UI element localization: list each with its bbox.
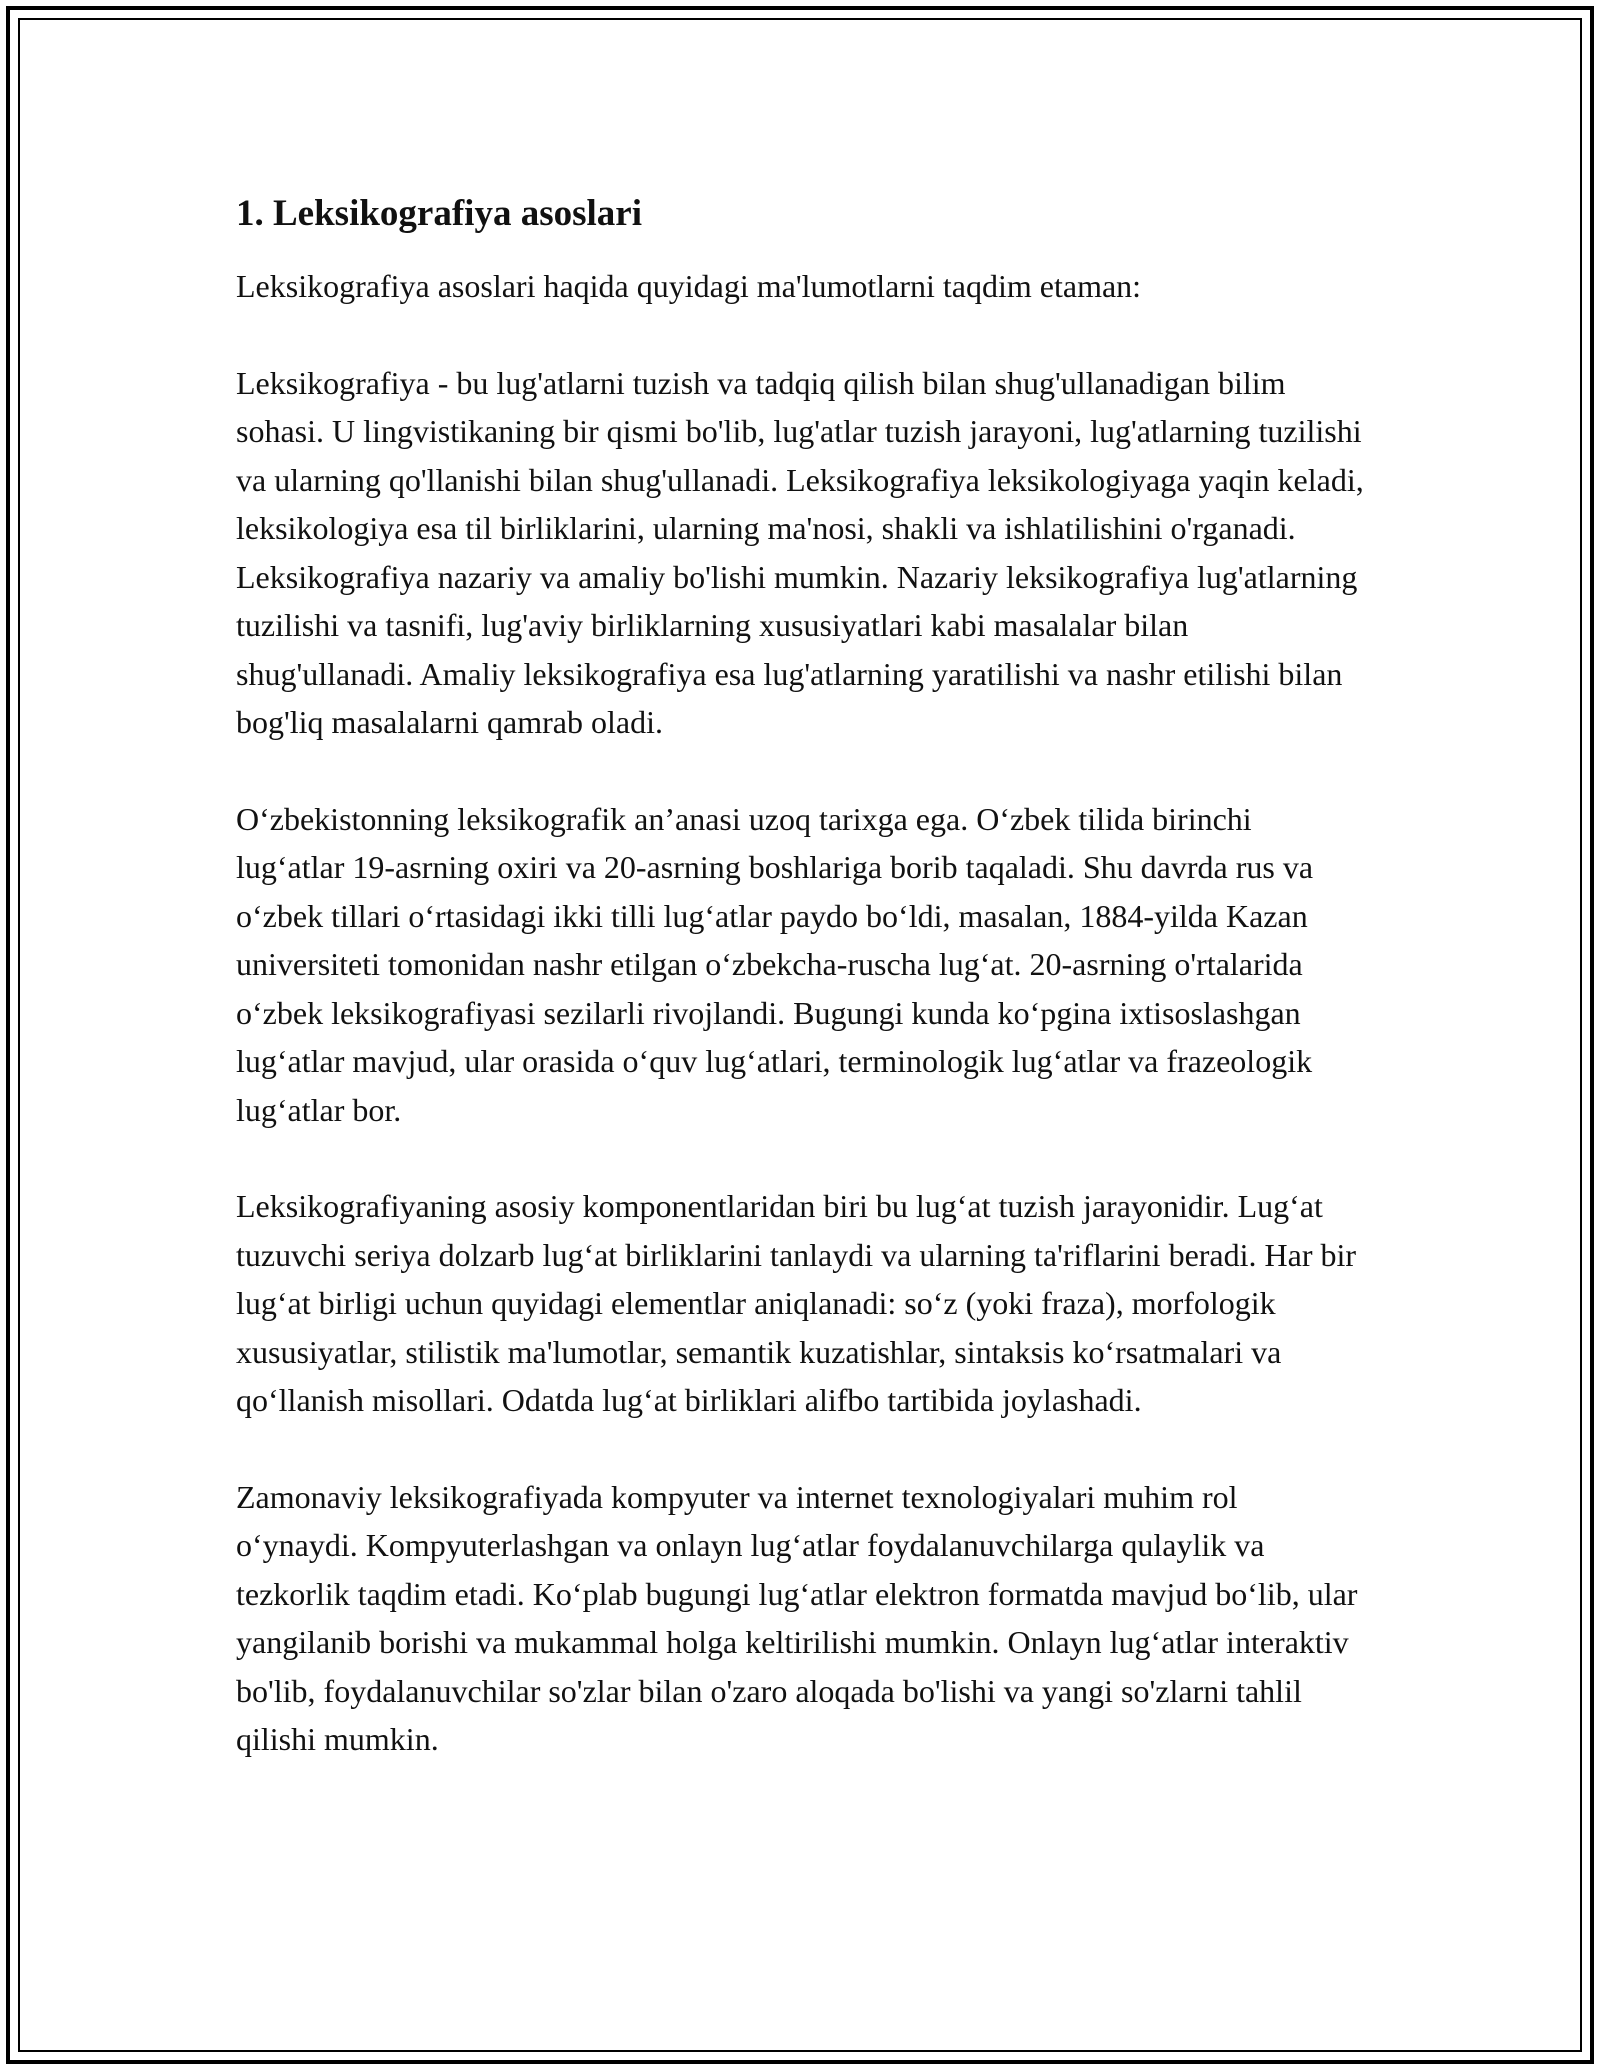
document-title: 1. Leksikografiya asoslari bbox=[236, 193, 642, 234]
document-body bbox=[236, 190, 1366, 1812]
paragraph-modern-lexicography: Zamonaviy leksikografiyada kompyuter va internet texnologiyalari muhim rol o‘ynaydi. Kompyuterlashgan va onlayn lug‘atlar foydalanuvchilarga qulaylik va tezkorlik taqdim etadi. Ko‘plab bugungi lug‘atlar elektron formatda mavjud bo‘lib, ular yangilanib borishi va mukammal holga keltirilishi mumkin. Onlayn lug‘atlar interaktiv bo'lib, foydalanuvchilar so'zlar bilan o'zaro aloqada bo'lishi va yangi so'zlarni tahlil qilishi mumkin. bbox=[236, 1478, 1358, 1757]
paragraph-dictionary-compilation: Leksikografiyaning asosiy komponentlaridan biri bu lug‘at tuzish jarayonidir. Lug‘at tuzuvchi seriya dolzarb lug‘at birliklarini tanlaydi va ularning ta'riflarini beradi. Har bir lug‘at birligi uchun quyidagi elementlar aniqlanadi: so‘z (yoki fraza), morfologik xususiyatlar, stilistik ma'lumotlar, semantik kuzatishlar, sintaksis ko‘rsatmalari va qo‘llanish misollari. Odatda lug‘at birliklari alifbo tartibida joylashadi. bbox=[236, 1188, 1357, 1418]
intro-paragraph: Leksikografiya asoslari haqida quyidagi ma'lumotlarni taqdim etaman: bbox=[236, 268, 1142, 304]
paragraph-definition: Leksikografiya - bu lug'atlarni tuzish va tadqiq qilish bilan shug'ullanadigan bilim sohasi. U lingvistikaning bir qismi bo'lib, lug'atlar tuzish jarayoni, lug'atlarning tuzilishi va ularning qo'llanishi bilan shug'ullanadi. Leksikografiya leksikologiyaga yaqin keladi, leksikologiya esa til birliklarini, ularning ma'nosi, shakli va ishlatilishini o'rganadi. Leksikografiya nazariy va amaliy bo'lishi mumkin. Nazariy leksikografiya lug'atlarning tuzilishi va tasnifi, lug'aviy birliklarning xususiyatlari kabi masalalar bilan shug'ullanadi. Amaliy leksikografiya esa lug'atlarning yaratilishi va nashr etilishi bilan bog'liq masalalarni qamrab oladi. bbox=[236, 364, 1364, 740]
paragraph-history: O‘zbekistonning leksikografik an’anasi uzoq tarixga ega. O‘zbek tilida birinchi lug‘atlar 19-asrning oxiri va 20-asrning boshlariga borib taqaladi. Shu davrda rus va o‘zbek tillari o‘rtasidagi ikki tilli lug‘atlar paydo bo‘ldi, masalan, 1884-yilda Kazan universiteti tomonidan nashr etilgan o‘zbekcha-ruscha lug‘at. 20-asrning o'rtalarida o‘zbek leksikografiyasi sezilarli rivojlandi. Bugungi kunda ko‘pgina ixtisoslashgan lug‘atlar mavjud, ular orasida o‘quv lug‘atlari, terminologik lug‘atlar va frazeologik lug‘atlar bor. bbox=[236, 800, 1314, 1128]
